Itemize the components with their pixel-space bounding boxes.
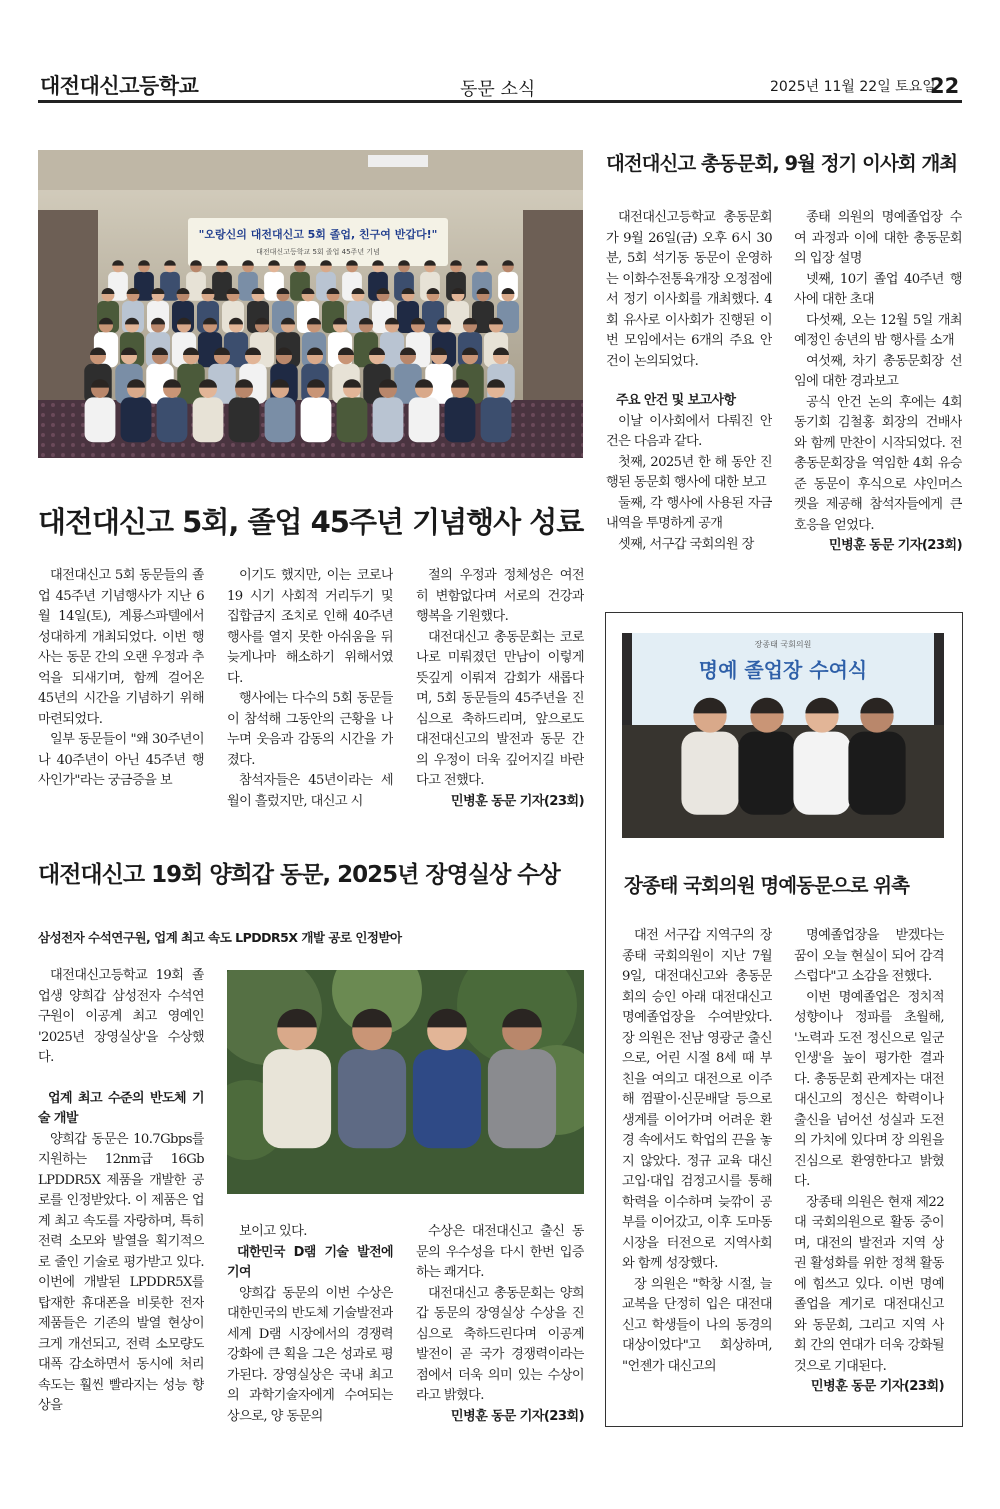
- paragraph: 절의 우정과 정체성은 여전히 변함없다며 서로의 건강과 행복을 기원했다.: [416, 568, 584, 624]
- honorary-graduation-photo: [622, 633, 944, 838]
- article3-headline: 대전대신고 19회 양희갑 동문, 2025년 장영실상 수상: [38, 862, 560, 888]
- article1-headline: 대전대신고 5회, 졸업 45주년 기념행사 성료: [38, 505, 584, 539]
- screen-small-text: 장종태 국회의원: [754, 640, 812, 649]
- paragraph: 대전대신고 5회 동문들의 졸업 45주년 기념행사가 지난 6월 14일(토), 계룡스파텔에서 성대하게 개최되었다. 이번 행사는 동문 간의 오랜 우정과 추억을 되새기며, 함께 걸어온 45년의 시간을 기념하기 위해 마련되었다.: [38, 568, 204, 727]
- paragraph: 참석자들은 45년이라는 세월이 흘렀지만, 대신고 시: [227, 773, 393, 809]
- article4-col2: [794, 926, 944, 1416]
- paragraph: 넷째, 10기 졸업 40주년 행사에 대한 초대: [794, 271, 962, 307]
- page-number: 22: [930, 74, 960, 98]
- article3-col2: [227, 1222, 393, 1427]
- reunion-group-photo: [38, 150, 583, 458]
- byline: 민병훈 동문 기자(23회): [450, 793, 584, 809]
- paragraph: 양희갑 동문의 이번 수상은 대한민국의 반도체 기술발전과 세계 D램 시장에서의 경쟁력 강화에 큰 획을 그은 성과로 평가된다. 장영실상은 국내 최고의 과학기술자에게 수여되는 상으로, 양 동문의: [227, 1285, 393, 1424]
- paragraph: 첫째, 2025년 한 해 동안 진행된 동문회 행사에 대한 보고: [606, 454, 772, 490]
- paragraph: 대전대신고등학교 총동문회가 9월 26일(금) 오후 6시 30분, 5회 석기동 동문이 운영하는 이화수전통육개장 오정점에서 정기 이사회를 개최했다. 4회 유사로 이사회가 진행된 이번 모임에서는 6개의 주요 안건이 논의되었다.: [606, 210, 772, 369]
- paragraph: 행사에는 다수의 5회 동문들이 참석해 그동안의 근황을 나누며 웃음과 감동의 시간을 가졌다.: [227, 691, 393, 768]
- byline: 민병훈 동문 기자(23회): [810, 1379, 944, 1394]
- article1-col2: [227, 566, 393, 826]
- article1-col3: [416, 566, 584, 826]
- paragraph: 대전대신고등학교 19회 졸업생 양희갑 삼성전자 수석연구원이 이공계 최고 영예인 '2025년 장영실상'을 수상했다.: [38, 968, 204, 1065]
- article2-col1: [606, 208, 772, 588]
- paragraph: 다섯째, 오는 12월 5일 개최 예정인 송년의 밤 행사를 소개: [794, 312, 962, 348]
- banner-text: "오랑신의 대전대신고 5회 졸업, 친구여 반갑다!": [198, 228, 438, 241]
- paragraph: 이번 명예졸업은 정치적 성향이나 정파를 초월해, '노력과 도전 정신으로 일군 인생'을 높이 평가한 결과다. 총동문회 관계자는 대전대신고의 정신은 학력이나 출신을 넘어선 성실과 도전의 가치에 있다며 장 의원을 진심으로 환영한다고 밝혔다.: [794, 989, 944, 1189]
- article3-subhead1: 업계 최고 수준의 반도체 기술 개발: [38, 1090, 204, 1126]
- article1-col1: [38, 566, 204, 826]
- article4-headline: 장종태 국회의원 명예동문으로 위촉: [624, 874, 909, 897]
- paragraph: 장 의원은 "학창 시절, 늘 교복을 단정히 입은 대전대신고 학생들이 나의 동경의 대상이었다"고 회상하며, "언젠가 대신고의: [622, 1276, 772, 1374]
- screen-title: 명예 졸업장 수여식: [698, 658, 868, 682]
- paragraph: 수상은 대전대신고 출신 동문의 우수성을 다시 한번 입증하는 쾌거다.: [416, 1224, 584, 1280]
- paragraph: 이기도 했지만, 이는 코로나19 시기 사회적 거리두기 및 집합금지 조치로 인해 40주년 행사를 열지 못한 아쉬움을 뒤늦게나마 해소하기 위해서였다.: [227, 568, 393, 686]
- paragraph: 장종태 의원은 현재 제22대 국회의원으로 활동 중이며, 대전의 발전과 지역 상권 활성화를 위한 정책 활동에 힘쓰고 있다. 이번 명예졸업을 계기로 대전대신고와 동문회, 그리고 지역 사회 간의 연대가 더욱 강화될 것으로 기대된다.: [794, 1194, 944, 1374]
- masthead-school: 대전대신고등학교: [40, 74, 199, 98]
- article3-deck: 삼성전자 수석연구원, 업계 최고 속도 LPDDR5X 개발 공로 인정받아: [38, 930, 402, 945]
- section-title: 동문 소식: [460, 79, 536, 100]
- paragraph: 보이고 있다.: [239, 1224, 307, 1239]
- header-rule: [38, 100, 962, 103]
- paragraph: 종태 의원의 명예졸업장 수여 과정과 이에 대한 총동문회의 입장 설명: [794, 210, 962, 266]
- paragraph: 이날 이사회에서 다뤄진 안건은 다음과 같다.: [606, 413, 772, 449]
- banner-subtext: 대전대신고등학교 5회 졸업 45주년 기념: [256, 248, 380, 256]
- article3-subhead2: 대한민국 D램 기술 발전에 기여: [227, 1244, 393, 1280]
- paragraph: 공식 안건 논의 후에는 4회 동기회 김철홍 회장의 건배사와 함께 만찬이 시작되었다. 전 총동문회장을 역임한 4회 유승준 동문이 후식으로 샤인머스켓을 제공해 참석자들에게 큰 호응을 얻었다.: [794, 394, 962, 533]
- paragraph: 셋째, 서구갑 국회의원 장: [618, 536, 754, 552]
- paragraph: 둘째, 각 행사에 사용된 자금 내역을 투명하게 공개: [606, 495, 772, 531]
- paragraph: 대전 서구갑 지역구의 장종태 국회의원이 지난 7월 9일, 대전대신고와 총동문회의 승인 아래 대전대신고 명예졸업장을 수여받았다. 장 의원은 전남 영광군 출신으로, 어린 시절 8세 때 부친을 여의고 대전으로 이주해 껌팔이·신문배달 등으로 생계를 이어가며 어려운 환경 속에서도 학업의 끈을 놓지 않았다. 정규 교육 대신 고입·대입 검정고시를 통해 학력을 이수하며 늦깎이 공부를 이어갔고, 이후 도마동시장을 터전으로 지역사회와 함께 성장했다.: [622, 928, 772, 1271]
- paragraph: 여섯째, 차기 총동문회장 선임에 대한 경과보고: [794, 353, 962, 389]
- article2-subhead: 주요 안건 및 보고사항: [616, 393, 736, 408]
- paragraph: 명예졸업장을 받겠다는 꿈이 오늘 현실이 되어 감격스럽다"고 소감을 전했다.: [794, 928, 944, 984]
- award-winners-photo: [227, 970, 584, 1194]
- article2-col2: [794, 208, 962, 593]
- article3-col3: [416, 1222, 584, 1427]
- paragraph: 대전대신고 총동문회는 코로나로 미뤄졌던 만남이 이렇게 뜻깊게 이뤄져 감회가 새롭다며, 5회 동문들의 45주년을 진심으로 축하드리며, 앞으로도 대전대신고의 발전과 동문 간의 우정이 더욱 깊어지길 바란다고 전했다.: [416, 629, 584, 788]
- paragraph: 일부 동문들이 "왜 30주년이나 40주년이 아닌 45주년 행사인가"라는 궁금증을 보: [38, 732, 204, 788]
- issue-date: 2025년 11월 22일 토요일: [770, 79, 936, 95]
- article3-col1: [38, 966, 204, 1426]
- paragraph: 양희갑 동문은 10.7Gbps를 지원하는 12nm급 16Gb LPDDR5X 제품을 개발한 공로를 인정받았다. 이 제품은 업계 최고 속도를 자랑하며, 특히 전력 소모와 발열을 획기적으로 줄인 기술로 평가받고 있다. 이번에 개발된 LPDDR5X를 탑재한 휴대폰을 비롯한 전자제품들은 기존의 발열 현상이 크게 개선되고, 전력 소모량도 대폭 감소하면서 동시에 처리 속도는 훨씬 빨라지는 성능 향상을: [38, 1131, 204, 1413]
- article2-headline: 대전대신고 총동문회, 9월 정기 이사회 개최: [606, 152, 958, 175]
- paragraph: 대전대신고 총동문회는 양희갑 동문의 장영실상 수상을 진심으로 축하드린다며 이공계 발전이 곧 국가 경쟁력이라는 점에서 더욱 의미 있는 수상이라고 밝혔다.: [416, 1285, 584, 1403]
- article4-col1: [622, 926, 772, 1416]
- byline: 민병훈 동문 기자(23회): [828, 538, 962, 553]
- byline: 민병훈 동문 기자(23회): [450, 1408, 584, 1424]
